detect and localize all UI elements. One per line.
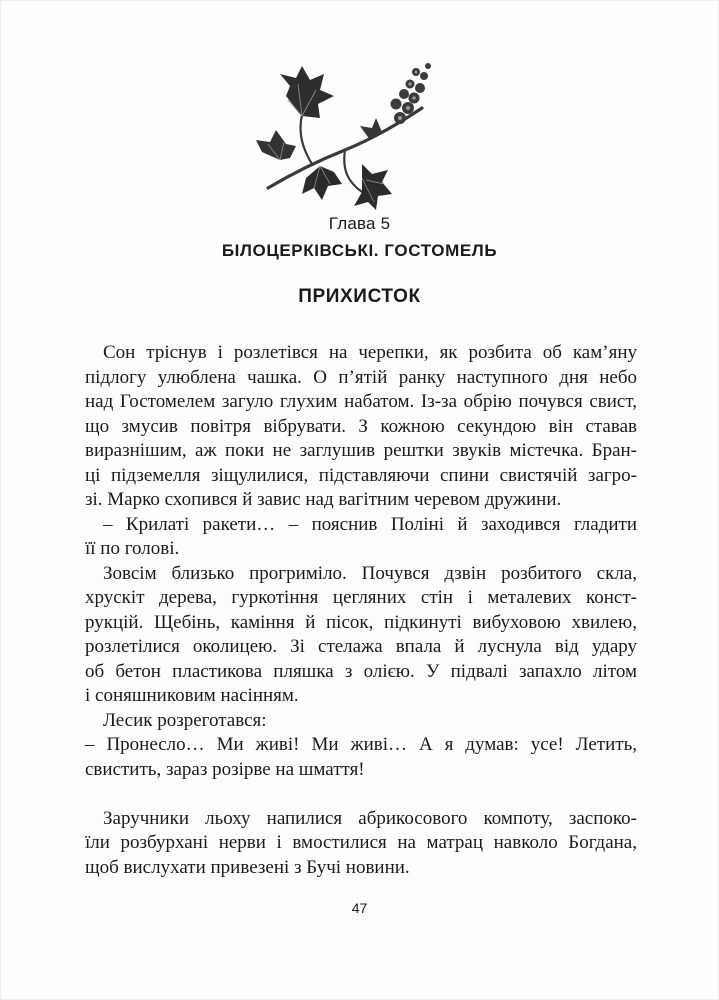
body-line: Заручники льоху напилися абрикосового компоту, заспоко- — [103, 808, 637, 829]
body-line: хрускіт дерева, гуркотіння цегляних стін і металевих конст- — [85, 587, 637, 608]
body-line: і соняшниковим насінням. — [85, 685, 299, 706]
body-line: Зовсім близько прогриміло. Почувся дзвін розбитого скла, — [103, 563, 637, 584]
chapter-label: Глава 5 — [328, 214, 391, 233]
body-line: її по голові. — [85, 538, 180, 559]
body-line: щоб вислухати привезені з Бучі новини. — [85, 857, 410, 878]
body-line: зі. Марко схопився й завис над вагітним черевом дружини. — [85, 489, 562, 510]
page-number: 47 — [351, 900, 368, 916]
body-line: підлогу улюблена чашка. О п’ятій ранку наступного дня небо — [85, 367, 637, 388]
body-line: об бетон пластикова пляшка з олією. У підвалі запахло літом — [85, 661, 637, 682]
flowering-branch-illustration — [250, 60, 440, 210]
body-line: над Гостомелем загуло глухим набатом. Із-за обрію почувся свист, — [85, 391, 637, 412]
body-line: виразнішим, аж поки не заглушив рештки звуків містечка. Бран- — [85, 440, 637, 461]
body-line: – Пронесло… Ми живі! Ми живі… А я думав: усе! Летить, — [85, 734, 637, 755]
body-line: розлетілися околицею. Зі стелажа впала й луснула від удару — [85, 636, 637, 657]
body-line: Сон тріснув і розлетівся на черепки, як розбита об кам’яну — [103, 342, 637, 363]
body-line: рукцій. Щебінь, каміння й пісок, підкинуті вибуховою хвилею, — [85, 612, 637, 633]
body-line: ці підземелля зіщулилися, підставляючи спини свистячій загро- — [85, 465, 637, 486]
section-title: ПРИХИСТОК — [298, 286, 421, 307]
body-line: Лесик розреготався: — [103, 710, 267, 731]
body-line: свистить, зараз розірве на шмаття! — [85, 759, 365, 780]
chapter-subtitle: БІЛОЦЕРКІВСЬКІ. ГОСТОМЕЛЬ — [221, 241, 498, 260]
body-line: що змусив повітря вібрувати. З кожною секундою він ставав — [85, 416, 637, 437]
body-line: їли розбурхані нерви і вмостилися на матрац навколо Богдана, — [85, 832, 637, 853]
body-line: – Крилаті ракети… – пояснив Поліні й заходився гладити — [103, 514, 637, 535]
